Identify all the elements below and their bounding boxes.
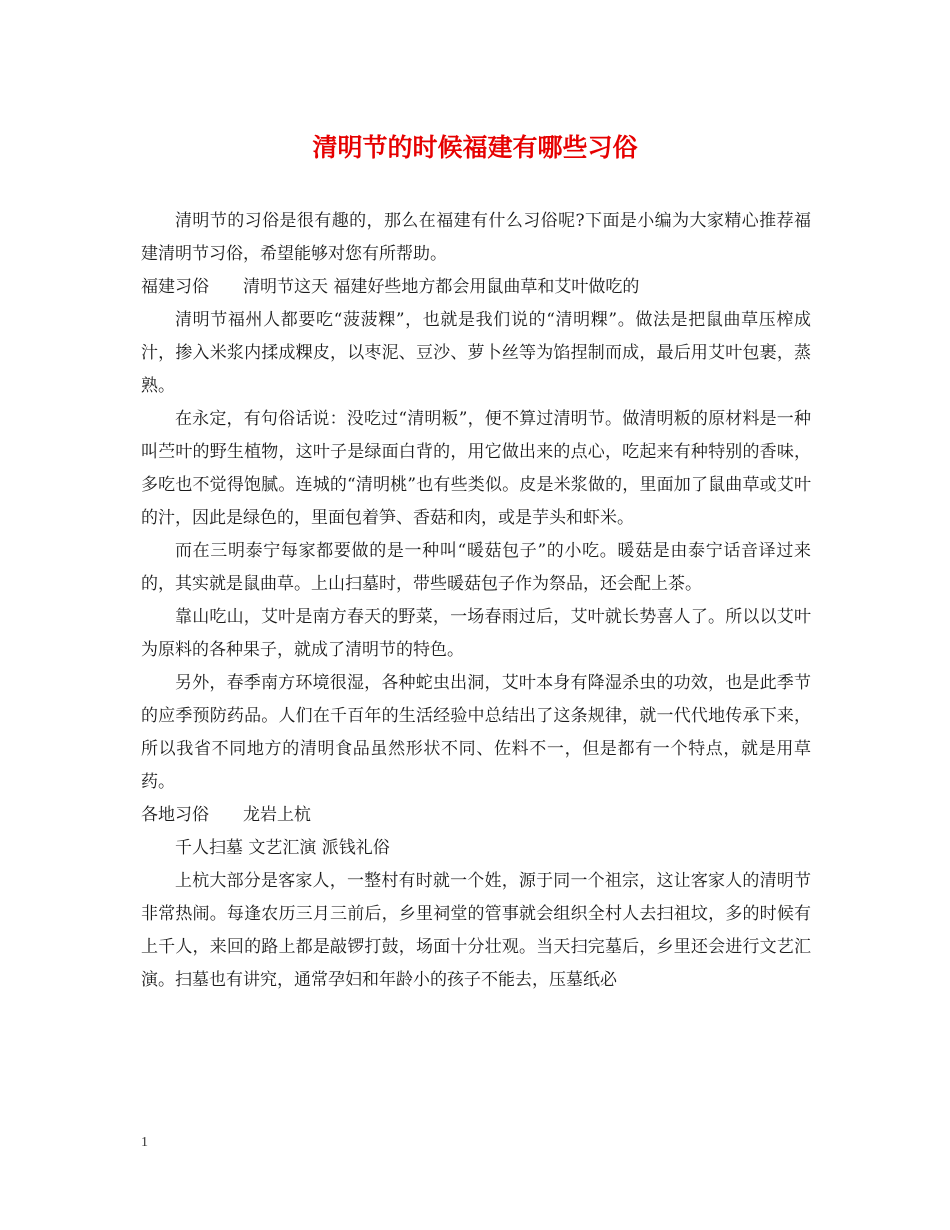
paragraph: 在永定，有句俗话说：没吃过“清明粄”，便不算过清明节。做清明粄的原材料是一种叫苎叶的野生植物，这叶子是绿面白背的，用它做出来的点心，吃起来有种特别的香味，多吃也不觉得饱腻。连城的“清明桃”也有些类似。皮是米浆做的，里面加了鼠曲草或艾叶的汁，因此是绿色的，里面包着笋、香菇和肉，或是芋头和虾米。 xyxy=(141,409,811,528)
document-body xyxy=(141,205,811,997)
paragraph: 千人扫墓 文艺汇演 派钱礼俗 xyxy=(175,838,390,858)
section-heading: 各地习俗 龙岩上杭 xyxy=(141,805,311,825)
paragraph: 另外，春季南方环境很湿，各种蛇虫出洞，艾叶本身有降湿杀虫的功效，也是此季节的应季预防药品。人们在千百年的生活经验中总结出了这条规律，就一代代地传承下来，所以我省不同地方的清明食品虽然形状不同、佐料不一，但是都有一个特点，就是用草药。 xyxy=(141,673,811,792)
paragraph: 上杭大部分是客家人，一整村有时就一个姓，源于同一个祖宗，这让客家人的清明节非常热闹。每逢农历三月三前后，乡里祠堂的管事就会组织全村人去扫祖坟，多的时候有上千人，来回的路上都是敲锣打鼓，场面十分壮观。当天扫完墓后，乡里还会进行文艺汇演。扫墓也有讲究，通常孕妇和年龄小的孩子不能去，压墓纸必 xyxy=(141,871,811,990)
paragraph: 靠山吃山，艾叶是南方春天的野菜，一场春雨过后，艾叶就长势喜人了。所以以艾叶为原料的各种果子，就成了清明节的特色。 xyxy=(141,607,811,660)
page-number: 1 xyxy=(141,1135,148,1150)
paragraph: 清明节的习俗是很有趣的，那么在福建有什么习俗呢?下面是小编为大家精心推荐福建清明节习俗，希望能够对您有所帮助。 xyxy=(141,211,811,264)
paragraph: 而在三明泰宁每家都要做的是一种叫“暖菇包子”的小吃。暖菇是由泰宁话音译过来的，其实就是鼠曲草。上山扫墓时，带些暖菇包子作为祭品，还会配上茶。 xyxy=(141,541,811,594)
section-heading: 福建习俗 清明节这天 福建好些地方都会用鼠曲草和艾叶做吃的 xyxy=(141,277,640,297)
paragraph: 清明节福州人都要吃“菠菠粿”，也就是我们说的“清明粿”。做法是把鼠曲草压榨成汁，掺入米浆内揉成粿皮，以枣泥、豆沙、萝卜丝等为馅捏制而成，最后用艾叶包裹，蒸熟。 xyxy=(141,310,811,396)
document-title: 清明节的时候福建有哪些习俗 xyxy=(312,133,638,162)
